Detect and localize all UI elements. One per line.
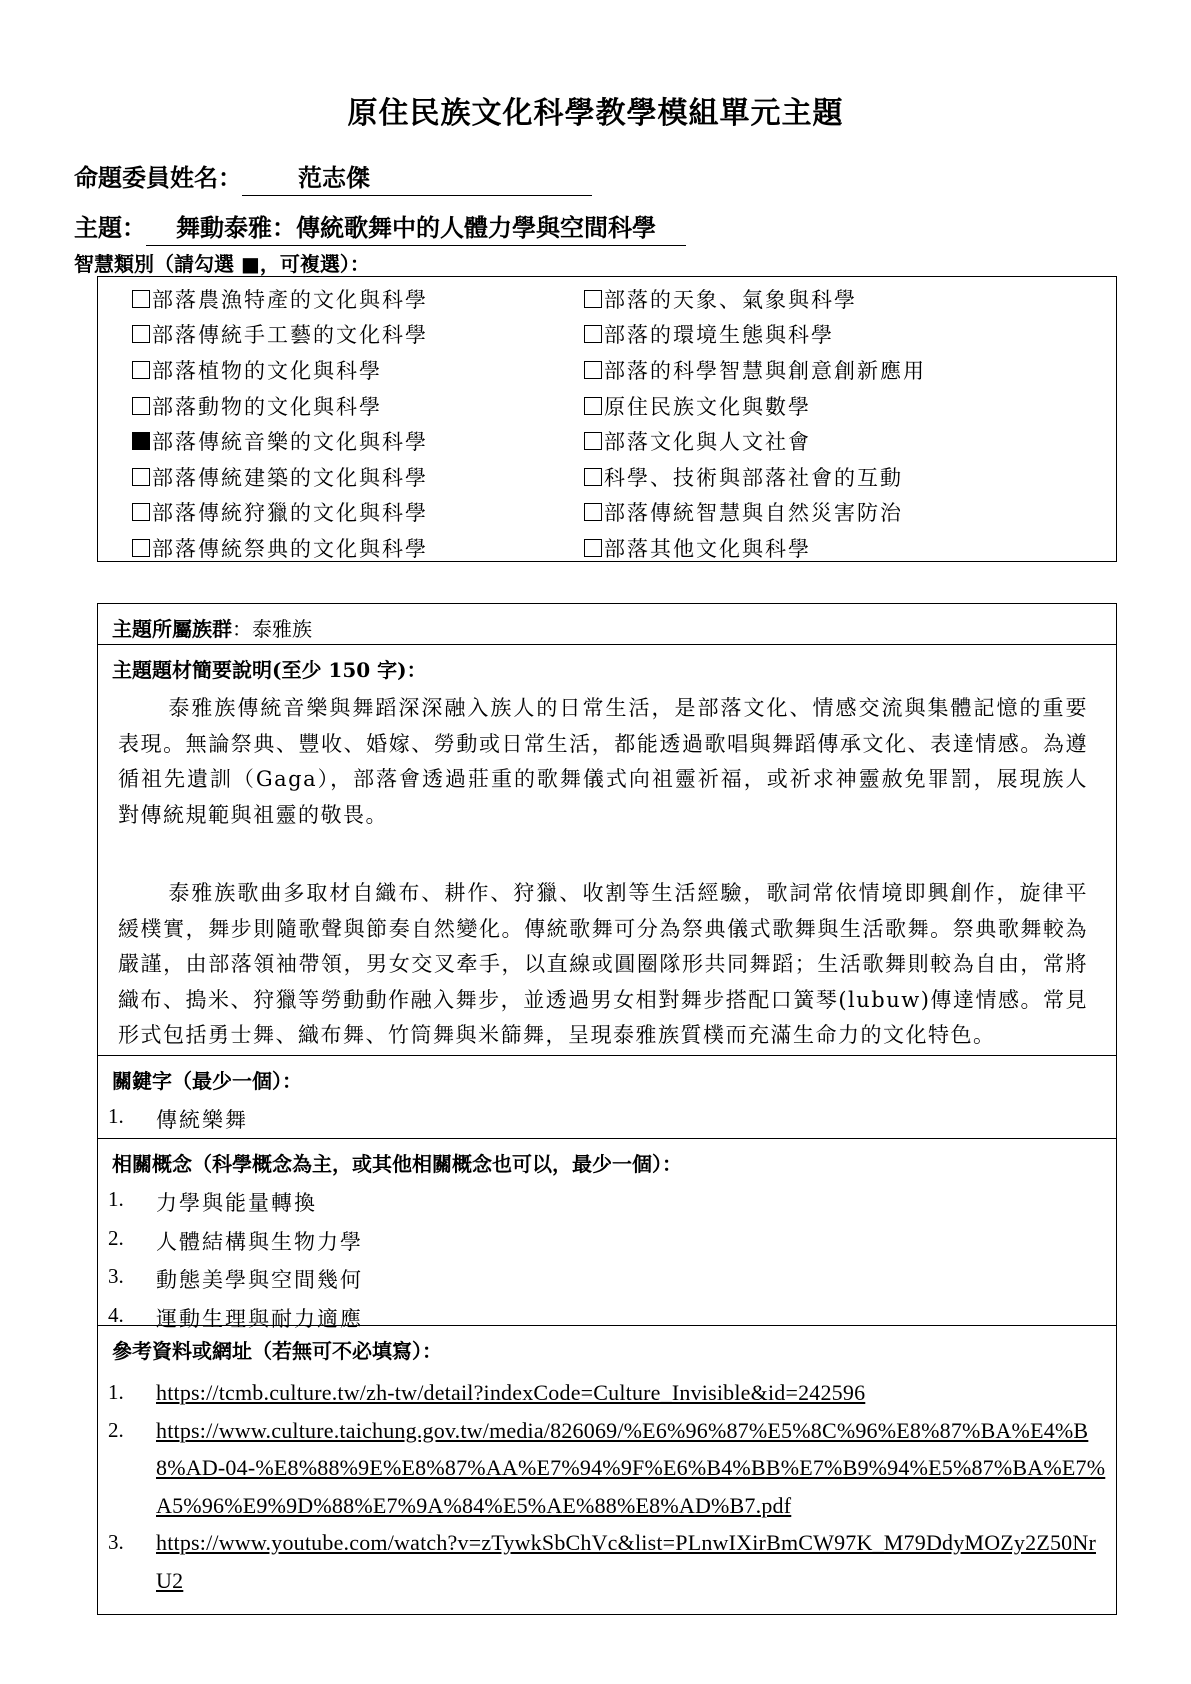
category-item-label: 部落傳統建築的文化與科學 [152, 465, 428, 490]
category-item[interactable] [132, 530, 428, 566]
checkbox[interactable] [584, 503, 602, 521]
concept-text: 人體結構與生物力學 [156, 1229, 363, 1254]
concepts-list [108, 1187, 363, 1341]
concept-text: 動態美學與空間幾何 [156, 1268, 363, 1293]
checkbox[interactable] [132, 361, 150, 379]
category-item[interactable] [132, 317, 428, 353]
ethnic-label: 主題所屬族群 [112, 617, 232, 641]
summary-section [98, 645, 1116, 1056]
category-item-label: 部落傳統祭典的文化與科學 [152, 536, 428, 561]
checkbox[interactable] [132, 290, 150, 308]
reference-link[interactable]: https://www.culture.taichung.gov.tw/media/826069/%E6%96%87%E5%8C%96%E8%87%BA%E4%B8%AD-04-%E8%88%9E%E8%87%AA%E7%94%9F%E6%B4%BB%E7%B9%94%E5%87%BA%E7%A5%96%E9%9D%88%E7%9A%84%E5%AE%88%E8%AD%B7.pdf [156, 1417, 1106, 1518]
page-title: 原住民族文化科學教學模組單元主題 [347, 96, 844, 131]
ethnic-section [98, 604, 1116, 645]
concept-text: 運動生理與耐力適應 [156, 1306, 363, 1331]
category-item-label: 部落的科學智慧與創意創新應用 [604, 358, 926, 383]
checkbox[interactable] [132, 468, 150, 486]
ethnic-row [112, 613, 312, 642]
category-item-label: 部落傳統手工藝的文化科學 [152, 323, 428, 348]
category-item-label: 部落傳統智慧與自然災害防治 [604, 501, 903, 526]
list-number: 1. [108, 1187, 124, 1211]
category-item-label: 部落動物的文化與科學 [152, 394, 382, 419]
checkbox[interactable] [132, 397, 150, 415]
references-list [108, 1374, 1106, 1599]
references-label: 參考資料或網址（若無可不必填寫）： [112, 1339, 442, 1363]
concept-text: 力學與能量轉換 [156, 1191, 317, 1215]
category-item[interactable] [132, 423, 428, 459]
checkbox[interactable] [584, 432, 602, 450]
topic-field [74, 208, 686, 246]
category-item-label: 部落文化與人文社會 [604, 430, 811, 455]
category-item-label: 部落傳統音樂的文化與科學 [152, 430, 428, 455]
list-item [108, 1412, 1106, 1525]
category-column-left [132, 281, 428, 566]
list-item [108, 1524, 1106, 1599]
checkbox[interactable] [132, 503, 150, 521]
category-item[interactable] [132, 281, 428, 317]
topic-label: 主題： [74, 213, 146, 242]
summary-paragraph: 泰雅族傳統音樂與舞蹈深深融入族人的日常生活，是部落文化、情感交流與集體記憶的重要表現。無論祭典、豐收、婚嫁、勞動或日常生活，都能透過歌唱與舞蹈傳承文化、表達情感。為遵循祖先遺訓（Gaga），部落會透過莊重的歌舞儀式向祖靈祈福，或祈求神靈赦免罪罰，展現族人對傳統規範與祖靈的敬畏。 [118, 696, 1088, 827]
committee-field [74, 158, 592, 196]
category-item[interactable] [584, 352, 926, 388]
list-number: 2. [108, 1225, 124, 1250]
list-number: 1. [108, 1380, 124, 1404]
list-item [108, 1264, 363, 1303]
list-item [108, 1374, 1106, 1412]
category-item[interactable] [132, 495, 428, 531]
category-item[interactable] [132, 388, 428, 424]
ethnic-value[interactable]: ：泰雅族 [232, 617, 312, 641]
list-number: 2. [108, 1417, 124, 1442]
summary-paragraph: 泰雅族歌曲多取材自織布、耕作、狩獵、收割等生活經驗，歌詞常依情境即興創作，旋律平緩樸實，舞步則隨歌聲與節奏自然變化。傳統歌舞可分為祭典儀式歌舞與生活歌舞。祭典歌舞較為嚴謹，由部落領袖帶領，男女交叉牽手，以直線或圓圈隊形共同舞蹈；生活歌舞則較為自由，常將織布、搗米、狩獵等勞動動作融入舞步，並透過男女相對舞步搭配口簧琴(lubuw)傳達情感。常見形式包括勇士舞、織布舞、竹筒舞與米篩舞，呈現泰雅族質樸而充滿生命力的文化特色。 [118, 881, 1088, 1047]
checkbox[interactable] [132, 539, 150, 557]
category-item-label: 部落的天象、氣象與科學 [604, 287, 857, 312]
concepts-section [98, 1139, 1116, 1331]
list-item [108, 1104, 248, 1143]
category-item[interactable] [584, 423, 926, 459]
category-item[interactable] [584, 388, 926, 424]
list-number: 3. [108, 1530, 124, 1554]
list-number: 3. [108, 1264, 124, 1289]
checkbox[interactable] [584, 539, 602, 557]
category-item-label: 部落傳統狩獵的文化與科學 [152, 501, 428, 526]
category-item[interactable] [584, 281, 926, 317]
category-item-label: 部落的環境生態與科學 [604, 323, 834, 348]
topic-value[interactable]: 舞動泰雅：傳統歌舞中的人體力學與空間科學 [146, 208, 686, 246]
checkbox[interactable] [584, 361, 602, 379]
category-checklist [97, 276, 1117, 562]
category-item-label: 科學、技術與部落社會的互動 [604, 465, 903, 490]
checkbox[interactable] [584, 290, 602, 308]
keyword-text: 傳統樂舞 [156, 1108, 248, 1132]
reference-link[interactable]: https://tcmb.culture.tw/zh-tw/detail?indexCode=Culture_Invisible&id=242596 [156, 1380, 866, 1405]
category-item[interactable] [132, 352, 428, 388]
keywords-section [98, 1056, 1116, 1139]
checkbox[interactable] [584, 325, 602, 343]
checkbox[interactable] [132, 325, 150, 343]
category-item[interactable] [584, 530, 926, 566]
committee-label: 命題委員姓名： [74, 163, 242, 192]
reference-link[interactable]: https://www.youtube.com/watch?v=zTywkSbChVc&list=PLnwIXirBmCW97K_M79DdyMOZy2Z50NrU2 [156, 1530, 1096, 1593]
list-item [108, 1187, 363, 1226]
category-column-right [584, 281, 926, 566]
category-item-label: 部落植物的文化與科學 [152, 358, 382, 383]
committee-value[interactable]: 范志傑 [242, 158, 592, 196]
summary-label: 主題題材簡要說明(至少 150 字)： [112, 658, 427, 682]
category-item[interactable] [584, 495, 926, 531]
category-label: 智慧類別（請勾選 ■，可複選）： [74, 252, 370, 276]
checkbox[interactable] [584, 397, 602, 415]
category-item[interactable] [584, 317, 926, 353]
checkbox[interactable] [584, 468, 602, 486]
references-section [98, 1326, 1116, 1616]
category-item-label: 部落其他文化與科學 [604, 536, 811, 561]
category-item[interactable] [584, 459, 926, 495]
checkbox[interactable] [132, 432, 150, 450]
concepts-label: 相關概念（科學概念為主，或其他相關概念也可以，最少一個）： [112, 1152, 682, 1176]
keywords-list [108, 1104, 248, 1143]
detail-table [97, 603, 1117, 1615]
list-item [108, 1226, 363, 1265]
category-item[interactable] [132, 459, 428, 495]
list-number: 1. [108, 1104, 124, 1128]
category-item-label: 原住民族文化與數學 [604, 394, 811, 419]
category-item-label: 部落農漁特產的文化與科學 [152, 287, 428, 312]
list-number: 4. [108, 1302, 124, 1327]
keywords-label: 關鍵字（最少一個）： [112, 1069, 302, 1093]
